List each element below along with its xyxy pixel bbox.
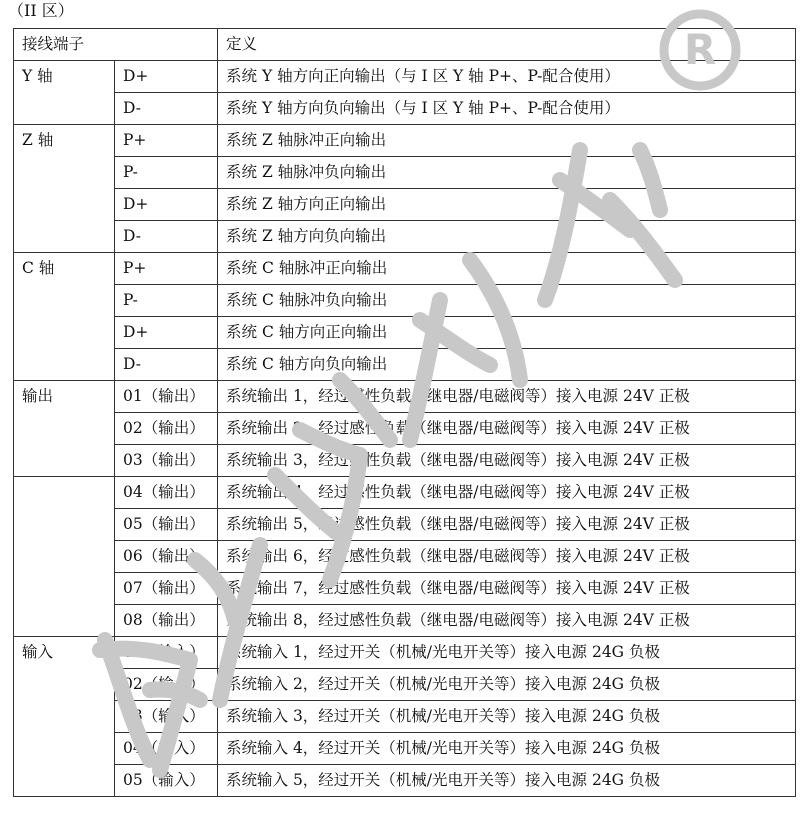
group-name-cell: Z 轴 bbox=[14, 125, 115, 253]
group-name-cell: Y 轴 bbox=[14, 61, 115, 125]
table-body bbox=[14, 61, 796, 797]
terminal-cell: 06（输出） bbox=[115, 541, 218, 573]
table-row bbox=[14, 413, 796, 445]
group-name-cell: 输入 bbox=[14, 637, 115, 797]
definition-cell: 系统 C 轴方向负向输出 bbox=[218, 349, 796, 381]
terminal-cell: 05（输入） bbox=[115, 765, 218, 797]
pin-definition-table bbox=[13, 28, 796, 797]
terminal-cell: D- bbox=[115, 349, 218, 381]
terminal-cell: 07（输出） bbox=[115, 573, 218, 605]
definition-cell: 系统 C 轴脉冲负向输出 bbox=[218, 285, 796, 317]
definition-cell: 系统 C 轴脉冲正向输出 bbox=[218, 253, 796, 285]
definition-cell: 系统输入 5，经过开关（机械/光电开关等）接入电源 24G 负极 bbox=[218, 765, 796, 797]
table-row bbox=[14, 61, 796, 93]
terminal-cell: 04（输入） bbox=[115, 733, 218, 765]
definition-cell: 系统输出 1，经过感性负载（继电器/电磁阀等）接入电源 24V 正极 bbox=[218, 381, 796, 413]
table-row bbox=[14, 253, 796, 285]
table-row bbox=[14, 189, 796, 221]
section-label: （II 区） bbox=[8, 1, 74, 20]
group-name-cell: 输出 bbox=[14, 381, 115, 477]
terminal-cell: D- bbox=[115, 93, 218, 125]
header-terminal: 接线端子 bbox=[14, 29, 218, 61]
table-row bbox=[14, 701, 796, 733]
definition-cell: 系统输入 4，经过开关（机械/光电开关等）接入电源 24G 负极 bbox=[218, 733, 796, 765]
terminal-cell: 02（输入） bbox=[115, 669, 218, 701]
terminal-cell: P- bbox=[115, 285, 218, 317]
definition-cell: 系统输出 2，经过感性负载（继电器/电磁阀等）接入电源 24V 正极 bbox=[218, 413, 796, 445]
definition-cell: 系统 Z 轴脉冲负向输出 bbox=[218, 157, 796, 189]
terminal-cell: P- bbox=[115, 157, 218, 189]
terminal-cell: P+ bbox=[115, 253, 218, 285]
table-row bbox=[14, 573, 796, 605]
table-row bbox=[14, 317, 796, 349]
definition-cell: 系统输出 8，经过感性负载（继电器/电磁阀等）接入电源 24V 正极 bbox=[218, 605, 796, 637]
definition-cell: 系统输出 3，经过感性负载（继电器/电磁阀等）接入电源 24V 正极 bbox=[218, 445, 796, 477]
terminal-cell: 01（输出） bbox=[115, 381, 218, 413]
definition-cell: 系统输出 5，经过感性负载（继电器/电磁阀等）接入电源 24V 正极 bbox=[218, 509, 796, 541]
terminal-cell: 05（输出） bbox=[115, 509, 218, 541]
definition-cell: 系统 Z 轴方向正向输出 bbox=[218, 189, 796, 221]
definition-cell: 系统输出 4，经过感性负载（继电器/电磁阀等）接入电源 24V 正极 bbox=[218, 477, 796, 509]
table-row bbox=[14, 605, 796, 637]
terminal-cell: 08（输出） bbox=[115, 605, 218, 637]
table-row bbox=[14, 733, 796, 765]
svg-text:R: R bbox=[683, 25, 717, 74]
definition-cell: 系统输出 7，经过感性负载（继电器/电磁阀等）接入电源 24V 正极 bbox=[218, 573, 796, 605]
terminal-cell: 03（输出） bbox=[115, 445, 218, 477]
definition-cell: 系统输入 1，经过开关（机械/光电开关等）接入电源 24G 负极 bbox=[218, 637, 796, 669]
table-row bbox=[14, 765, 796, 797]
table-row bbox=[14, 221, 796, 253]
table-row bbox=[14, 445, 796, 477]
terminal-cell: D- bbox=[115, 221, 218, 253]
group-name-cell: C 轴 bbox=[14, 253, 115, 381]
header-definition: 定义 bbox=[218, 29, 796, 61]
table-row bbox=[14, 669, 796, 701]
definition-cell: 系统 C 轴方向正向输出 bbox=[218, 317, 796, 349]
definition-cell: 系统 Y 轴方向正向输出（与 I 区 Y 轴 P+、P-配合使用） bbox=[218, 61, 796, 93]
table-row bbox=[14, 93, 796, 125]
terminal-cell: 03（输入） bbox=[115, 701, 218, 733]
table-row bbox=[14, 125, 796, 157]
definition-cell: 系统 Z 轴脉冲正向输出 bbox=[218, 125, 796, 157]
terminal-cell: 04（输出） bbox=[115, 477, 218, 509]
group-name-cell bbox=[14, 477, 115, 637]
terminal-cell: D+ bbox=[115, 317, 218, 349]
terminal-cell: D+ bbox=[115, 189, 218, 221]
terminal-cell: 02（输出） bbox=[115, 413, 218, 445]
table-row bbox=[14, 285, 796, 317]
table-row bbox=[14, 509, 796, 541]
table-row bbox=[14, 541, 796, 573]
definition-cell: 系统输入 2，经过开关（机械/光电开关等）接入电源 24G 负极 bbox=[218, 669, 796, 701]
table-row bbox=[14, 381, 796, 413]
terminal-cell: 01（输入） bbox=[115, 637, 218, 669]
definition-cell: 系统 Z 轴方向负向输出 bbox=[218, 221, 796, 253]
table-row bbox=[14, 349, 796, 381]
table-row bbox=[14, 637, 796, 669]
table-row bbox=[14, 477, 796, 509]
table-header-row bbox=[14, 29, 796, 61]
terminal-cell: P+ bbox=[115, 125, 218, 157]
definition-cell: 系统输出 6，经过感性负载（继电器/电磁阀等）接入电源 24V 正极 bbox=[218, 541, 796, 573]
table-row bbox=[14, 157, 796, 189]
terminal-cell: D+ bbox=[115, 61, 218, 93]
definition-cell: 系统 Y 轴方向负向输出（与 I 区 Y 轴 P+、P-配合使用） bbox=[218, 93, 796, 125]
definition-cell: 系统输入 3，经过开关（机械/光电开关等）接入电源 24G 负极 bbox=[218, 701, 796, 733]
